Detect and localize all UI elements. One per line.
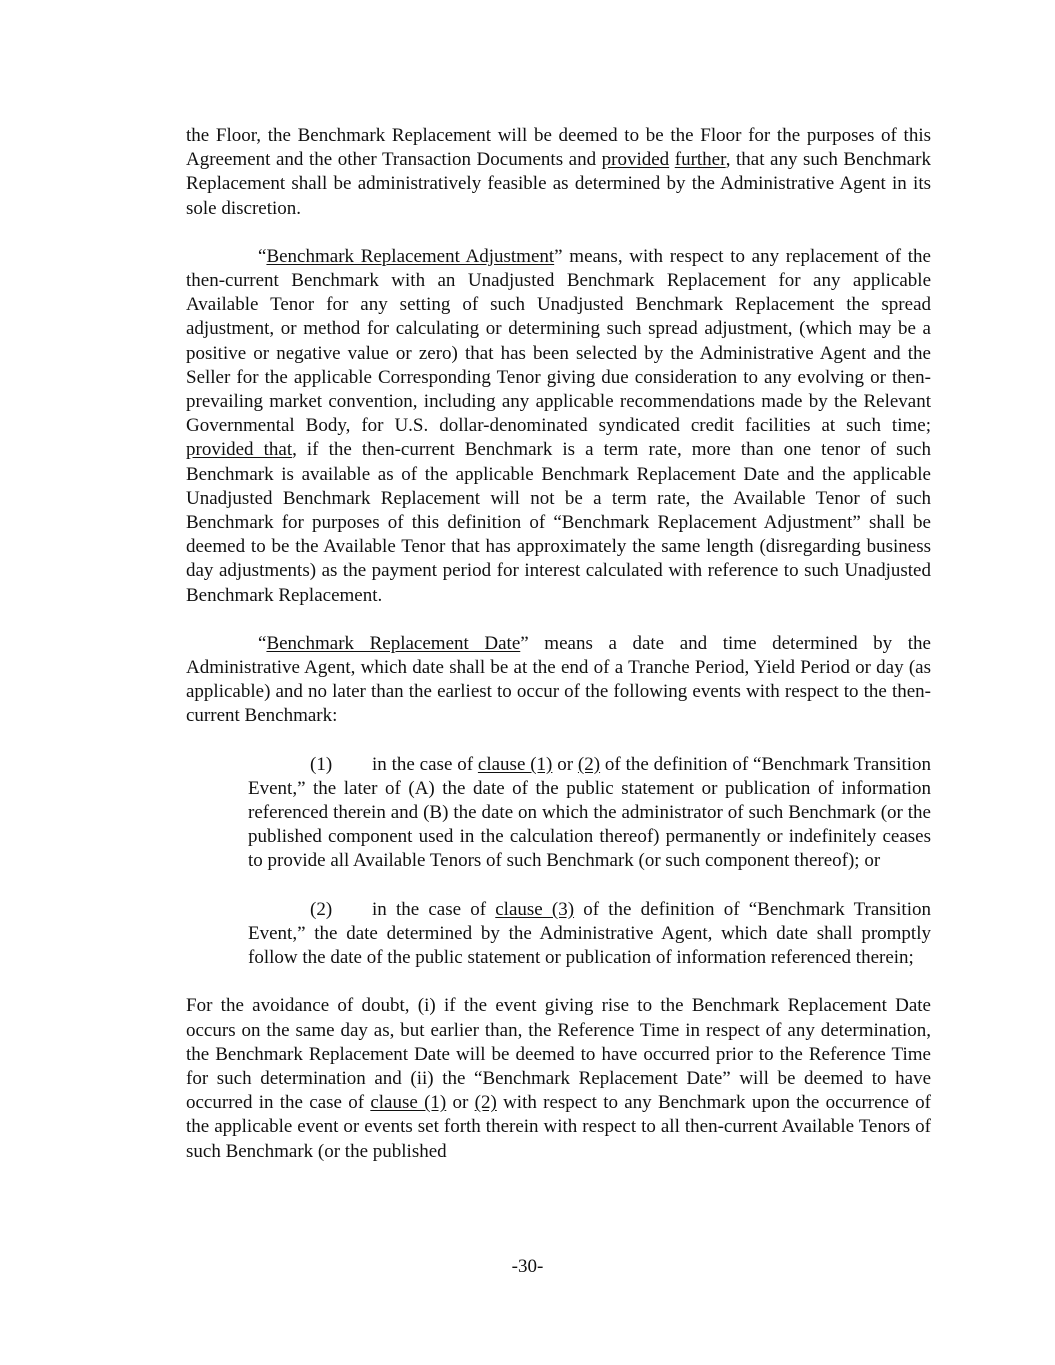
page-number: -30- xyxy=(511,1256,544,1277)
clause-3-underline: clause (3) xyxy=(495,898,575,920)
clause-2-underline: (2) xyxy=(474,1092,497,1114)
paragraph-replacement-adjustment: “Benchmark Replacement Adjustment” means, with respect to any replacement of the then-current Benchmark with an Unadjusted Benchmark Replacement for any applicable Available Tenor for any setting of such Unadjusted Benchmark Replacement the spread adjustment, or method for calculating or determining such spread adjustment, (which may be a positive or negative value or zero) that has been selected by the Administrative Agent and the Seller for the applicable Corresponding Tenor giving due consideration to any evolving or then-prevailing market convention, including any applicable recommendations made by the Relevant Governmental Body, for U.S. dollar-denominated syndicated credit facilities at such time; provided that, if the then-current Benchmark is a term rate, more than one tenor of such Benchmark is available as of the applicable Benchmark Replacement Date and the applicable Unadjusted Benchmark Replacement will not be a term rate, the Available Tenor of such Benchmark for purposes of this definition of “Benchmark Replacement Adjustment” shall be deemed to be the Available Tenor that has approximately the same length (disregarding business day adjustments) as the payment period for interest calculated with reference to such Unadjusted Benchmark Replacement. xyxy=(186,245,931,606)
paragraph-avoidance-of-doubt: For the avoidance of doubt, (i) if the event giving rise to the Benchmark Replacement Date occurs on the same day as, but earlier than, the Reference Time in respect of any determination, the Benchmark Replacement Date will be deemed to have occurred prior to the Reference Time for such determination and (ii) the “Benchmark Replacement Date” will be deemed to have occurred in the case of clause (1) or (2) with respect to any Benchmark upon the occurrence of the applicable event or events set forth therein with respect to all then-current Available Tenors of such Benchmark (or the published xyxy=(186,995,931,1162)
list-item-2: (2) in the case of clause (3) of the definition of “Benchmark Transition Event,” the date determined by the Administrative Agent, which date shall promptly follow the date of the public statement or publication of information referenced therein; xyxy=(248,898,931,969)
defined-term-replacement-date: Benchmark Replacement Date xyxy=(266,632,521,654)
defined-term-replacement-adjustment: Benchmark Replacement Adjustment xyxy=(266,245,555,267)
provided-that-underline: provided that xyxy=(186,439,293,461)
list-item-number: (2) xyxy=(310,898,333,920)
list-item-number: (1) xyxy=(310,753,333,775)
document-body xyxy=(186,124,931,1164)
provided-underline: provided xyxy=(601,149,670,171)
list-item-1: (1) in the case of clause (1) or (2) of the definition of “Benchmark Transition Event,” the later of (A) the date of the public statement or publication of information referenced therein and (B) the date on which the administrator of such Benchmark (or the published component used in the calculation thereof) permanently or indefinitely ceases to provide all Available Tenors of such Benchmark (or such component thereof); or xyxy=(248,753,932,872)
clause-1-underline: clause (1) xyxy=(477,753,553,775)
clause-1-underline: clause (1) xyxy=(370,1092,447,1114)
clause-2-underline: (2) xyxy=(577,753,601,775)
paragraph-replacement-date: “Benchmark Replacement Date” means a date and time determined by the Administrative Agent, which date shall be at the end of a Tranche Period, Yield Period or day (as applicable) and no later than the earliest to occur of the following events with respect to the then-current Benchmark: xyxy=(186,632,931,727)
paragraph-floor: the Floor, the Benchmark Replacement will be deemed to be the Floor for the purposes of this Agreement and the other Transaction Documents and provided further, that any such Benchmark Replacement shall be administratively feasible as determined by the Administrative Agent in its sole discretion. xyxy=(186,125,931,219)
further-underline: further xyxy=(674,149,726,171)
